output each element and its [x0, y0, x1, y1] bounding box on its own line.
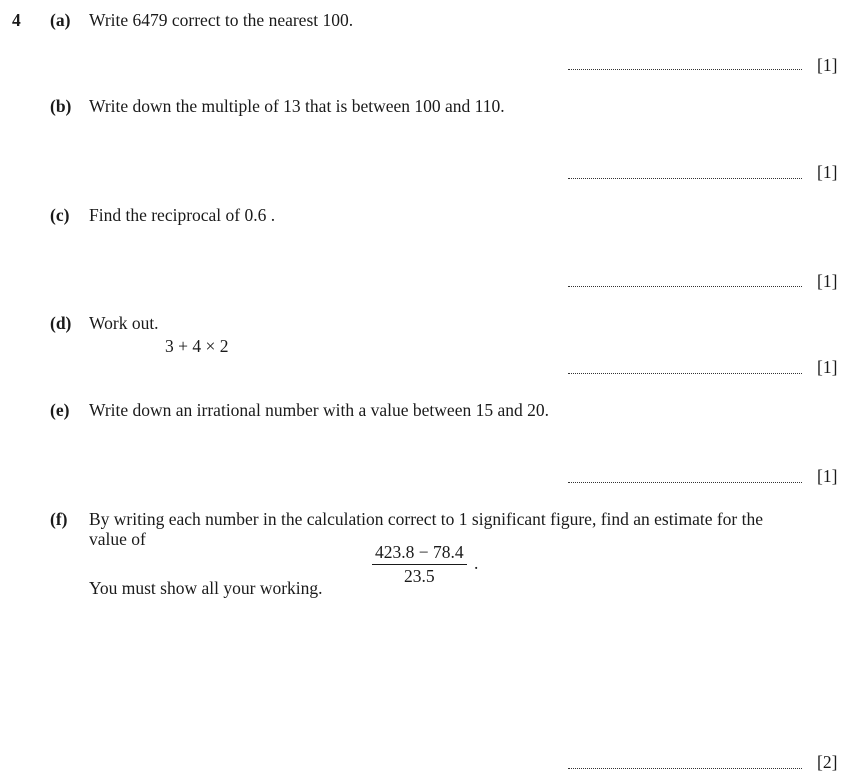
part-b-answer-line[interactable]	[568, 178, 802, 179]
part-e-answer-line[interactable]	[568, 482, 802, 483]
part-f-text-line1: By writing each number in the calculation correct to 1 significant figure, find an estimate for the	[89, 509, 764, 529]
question-number: 4	[12, 10, 21, 30]
part-a-answer-line[interactable]	[568, 69, 802, 70]
part-b-label: (b)	[50, 96, 72, 116]
fraction-numerator: 423.8 − 78.4	[372, 542, 467, 565]
part-d-answer-line[interactable]	[568, 373, 802, 374]
part-d-label: (d)	[50, 313, 72, 333]
part-d-marks: [1]	[817, 357, 838, 377]
part-f-label: (f)	[50, 509, 68, 529]
part-f-answer-line[interactable]	[568, 768, 802, 769]
part-a-label: (a)	[50, 10, 71, 30]
part-e-text: Write down an irrational number with a value between 15 and 20.	[89, 400, 549, 420]
part-f-instruction: You must show all your working.	[89, 578, 323, 598]
fraction-period: .	[474, 553, 479, 573]
part-b-marks: [1]	[817, 162, 838, 182]
part-d-text: Work out.	[89, 313, 159, 333]
part-a-text: Write 6479 correct to the nearest 100.	[89, 10, 354, 30]
part-e-label: (e)	[50, 400, 70, 420]
part-a-marks: [1]	[817, 55, 838, 75]
fraction-denominator: 23.5	[404, 566, 435, 586]
part-c-marks: [1]	[817, 271, 838, 291]
part-c-label: (c)	[50, 205, 70, 225]
part-c-text: Find the reciprocal of 0.6 .	[89, 205, 276, 225]
part-c-answer-line[interactable]	[568, 286, 802, 287]
part-f-text-line2: value of	[89, 529, 146, 549]
part-b-text: Write down the multiple of 13 that is between 100 and 110.	[89, 96, 505, 116]
part-d-expression: 3 + 4 × 2	[165, 336, 229, 356]
part-f-marks: [2]	[817, 752, 838, 772]
part-e-marks: [1]	[817, 466, 838, 486]
part-f-fraction	[372, 542, 467, 587]
